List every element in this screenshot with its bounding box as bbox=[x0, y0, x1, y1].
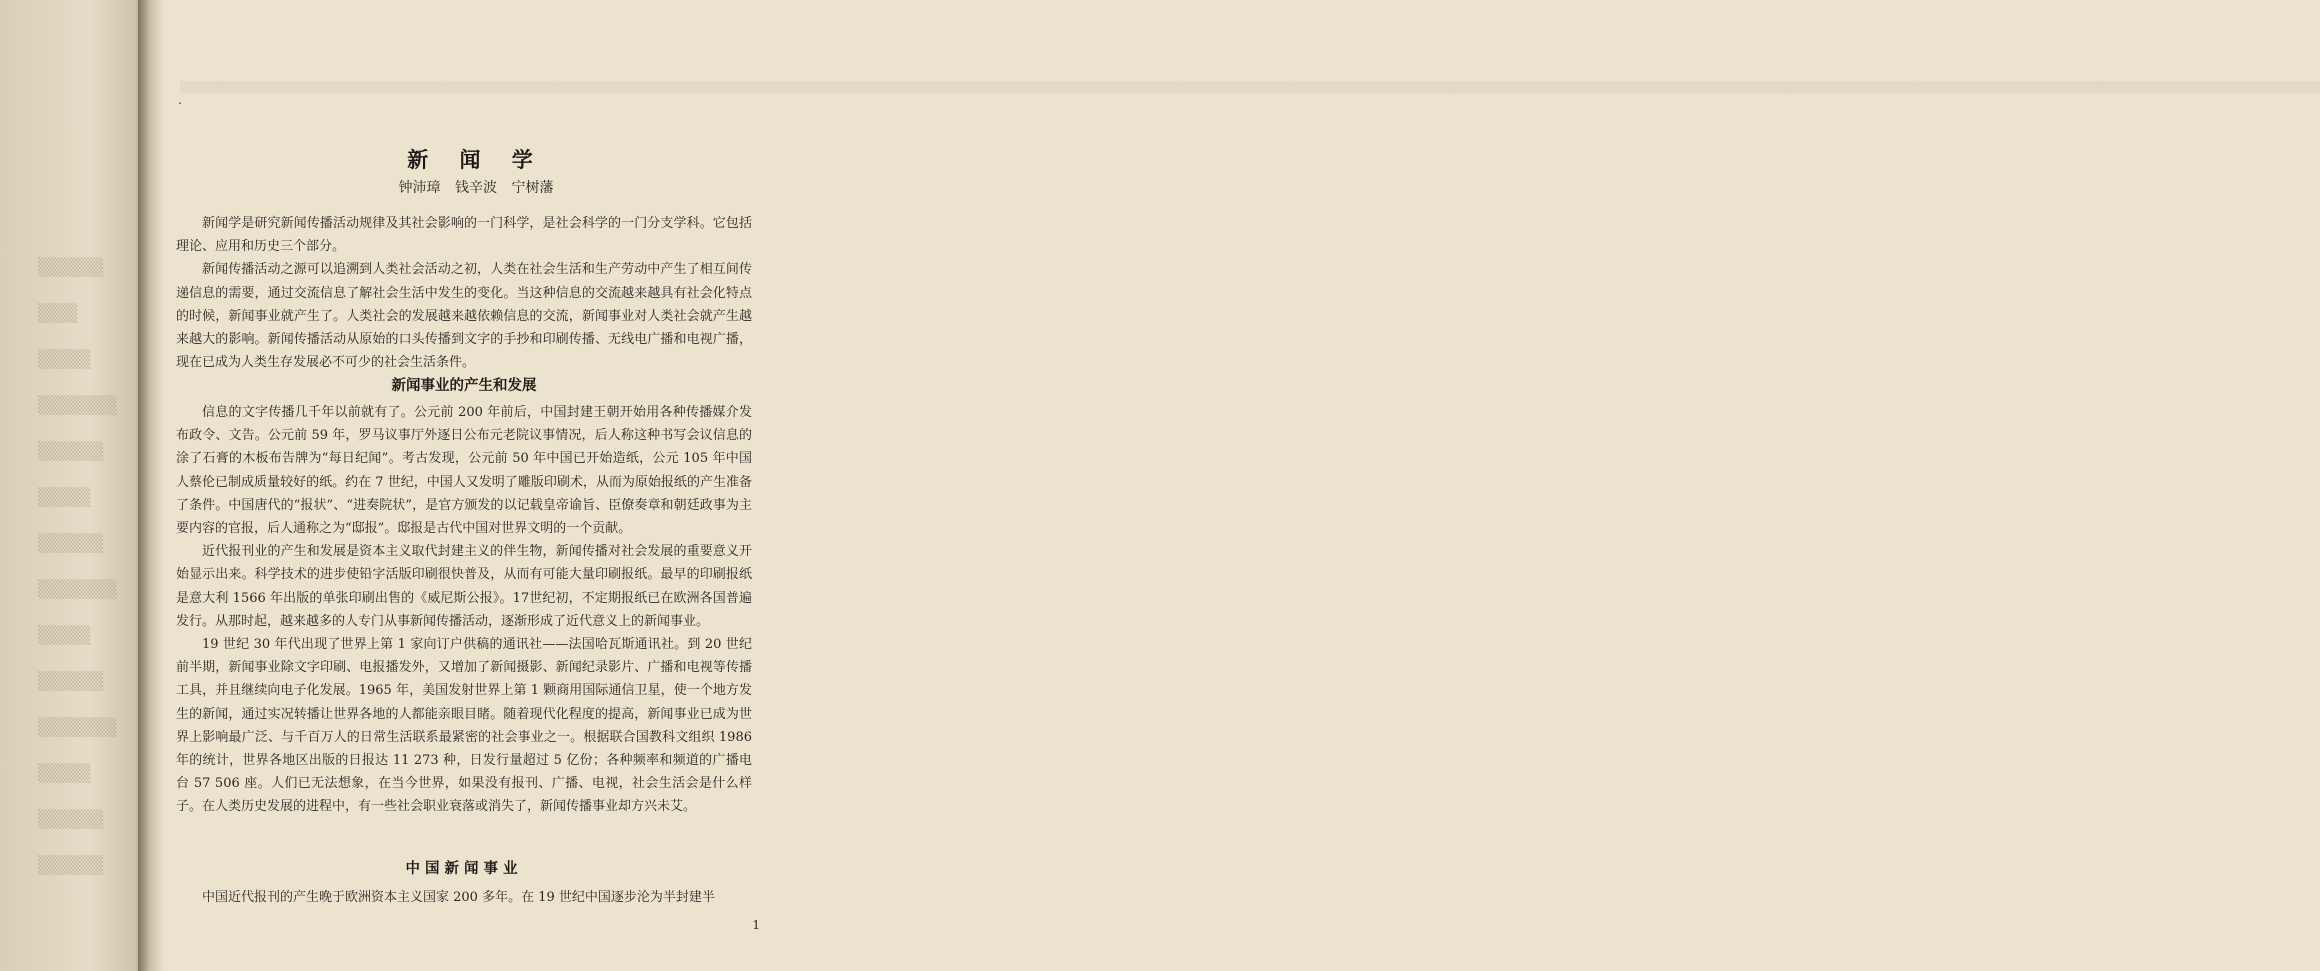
ink-speck: . bbox=[178, 93, 182, 107]
page-number: 1 bbox=[752, 918, 760, 932]
section-origin-body bbox=[176, 401, 752, 819]
body-paragraph: 信息的文字传播几千年以前就有了。公元前 200 年前后，中国封建王朝开始用各种传播媒介发布政令、文告。公元前 59 年，罗马议事厅外逐日公布元老院议事情况，后人称这种书写会议信息的涂了石膏的木板布告牌为“每日纪闻”。考古发现，公元前 50 年中国已开始造纸，公元 105 年中国人蔡伦已制成质量较好的纸。约在 7 世纪，中国人又发明了雕版印刷术，从而为原始报纸的产生准备了条件。中国唐代的“报状”、“进奏院状”，是官方颁发的以记载皇帝谕旨、臣僚奏章和朝廷政事为主要内容的官报，后人通称之为“邸报”。邸报是古代中国对世界文明的一个贡献。 bbox=[176, 405, 752, 537]
book-gutter-shadow bbox=[138, 0, 164, 971]
section-heading-origin: 新闻事业的产生和发展 bbox=[391, 377, 537, 394]
intro-block bbox=[176, 212, 752, 374]
article-page bbox=[176, 0, 776, 971]
article-authors: 钟沛璋 钱辛波 宁树藩 bbox=[398, 180, 554, 196]
section-heading-china: 中国新闻事业 bbox=[405, 860, 523, 877]
body-paragraph: 19 世纪 30 年代出现了世界上第 1 家向订户供稿的通讯社——法国哈瓦斯通讯社。到 20 世纪前半期，新闻事业除文字印刷、电报播发外，又增加了新闻摄影、新闻纪录影片、广播和电视等传播工具，并且继续向电子化发展。1965 年，美国发射世界上第 1 颗商用国际通信卫星，使一个地方发生的新闻，通过实况转播让世界各地的人都能亲眼目睹。随着现代化程度的提高，新闻事业已成为世界上影响最广泛、与千百万人的日常生活联系最紧密的社会事业之一。根据联合国教科文组织 1986 年的统计，世界各地区出版的日报达 11 273 种，日发行量超过 5 亿份；各种频率和频道的广播电台 57 506 座。人们已无法想象，在当今世界，如果没有报刊、广播、电视，社会生活会是什么样子。在人类历史发展的进程中，有一些社会职业衰落或消失了，新闻传播事业却方兴未艾。 bbox=[176, 637, 752, 815]
body-paragraph: 中国近代报刊的产生晚于欧洲资本主义国家 200 多年。在 19 世纪中国逐步沦为半封建半 bbox=[202, 890, 715, 905]
intro-paragraph: 新闻传播活动之源可以追溯到人类社会活动之初，人类在社会生活和生产劳动中产生了相互间传递信息的需要，通过交流信息了解社会生活中发生的变化。当这种信息的交流越来越具有社会化特点的时候，新闻事业就产生了。人类社会的发展越来越依赖信息的交流，新闻事业对人类社会就产生越来越大的影响。新闻传播活动从原始的口头传播到文字的手抄和印刷传播、无线电广播和电视广播，现在已成为人类生存发展必不可少的社会生活条件。 bbox=[176, 262, 752, 371]
facing-page-ghost-text: ▒▒▒▒▒ ▒▒▒ ▒▒▒▒ ▒▒▒▒▒▒ ▒▒▒▒▒ ▒▒▒▒ ▒▒▒▒▒ ▒▒▒▒▒▒ ▒▒▒▒ ▒▒▒▒▒ ▒▒▒▒▒▒ ▒▒▒▒ ▒▒▒▒▒ ▒▒▒▒▒ bbox=[38, 258, 117, 876]
intro-paragraph: 新闻学是研究新闻传播活动规律及其社会影响的一门科学，是社会科学的一门分支学科。它包括理论、应用和历史三个部分。 bbox=[176, 216, 752, 255]
bleed-through-texture: ▒▒▒▒▒▒▒▒▒▒▒▒▒▒▒▒▒▒▒▒▒▒▒▒▒▒▒▒▒▒▒▒▒▒▒▒▒▒▒▒▒▒▒▒▒▒▒▒▒▒▒▒▒▒▒▒▒▒▒▒▒▒▒▒▒▒▒▒▒▒▒▒▒▒▒▒▒▒▒▒▒▒▒▒▒▒▒▒▒▒▒▒▒▒▒▒▒▒▒▒▒▒▒▒▒▒▒▒▒▒▒▒▒▒▒▒▒▒▒▒▒▒▒▒▒▒▒▒▒▒▒▒▒▒▒▒▒▒▒▒▒▒▒▒▒▒▒▒▒▒▒▒▒▒▒▒▒▒▒▒▒▒▒▒▒▒▒▒▒▒▒▒▒▒▒▒▒▒▒▒▒▒▒▒▒▒▒▒▒▒▒▒▒▒▒▒▒▒▒▒▒▒▒▒▒▒▒▒▒▒▒▒▒▒▒▒▒▒▒▒▒▒▒▒▒▒▒▒▒▒▒▒▒▒▒▒▒▒▒▒▒▒▒▒▒▒▒▒▒▒▒▒▒ bbox=[180, 81, 2320, 94]
article-title: 新 闻 学 bbox=[407, 147, 545, 172]
section-china-body bbox=[176, 886, 752, 909]
body-paragraph: 近代报刊业的产生和发展是资本主义取代封建主义的伴生物，新闻传播对社会发展的重要意义开始显示出来。科学技术的进步使铅字活版印刷很快普及，从而有可能大量印刷报纸。最早的印刷报纸是意大利 1566 年出版的单张印刷出售的《威尼斯公报》。17世纪初，不定期报纸已在欧洲各国普遍发行。从那时起，越来越多的人专门从事新闻传播活动，逐渐形成了近代意义上的新闻事业。 bbox=[176, 544, 752, 629]
